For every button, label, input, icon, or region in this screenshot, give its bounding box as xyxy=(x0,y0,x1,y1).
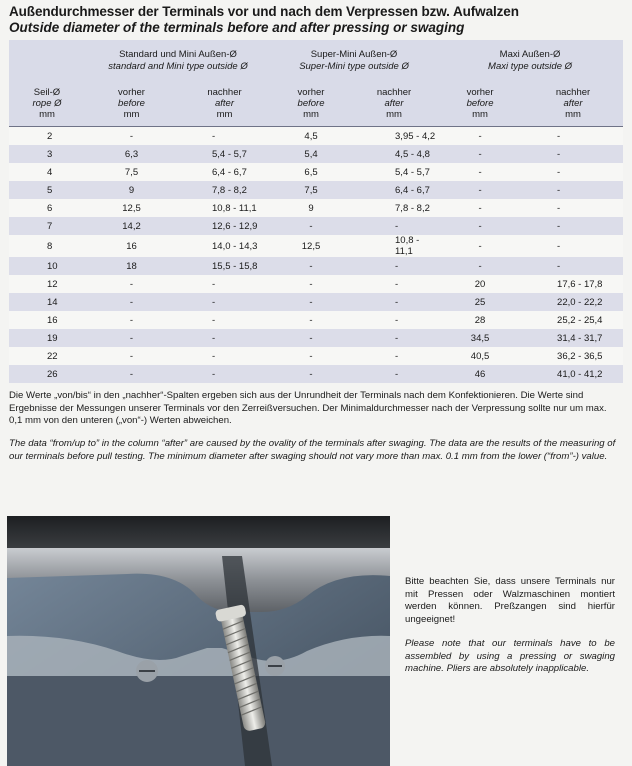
table-row xyxy=(9,235,623,257)
table-cell: - xyxy=(437,257,523,275)
table-cell: 7,8 - 8,2 xyxy=(178,181,271,199)
after-label-de: nachher xyxy=(207,86,242,98)
table-cell: 17,6 - 17,8 xyxy=(523,275,623,293)
table-cell: 16 xyxy=(9,311,85,329)
table-cell: 6,4 - 6,7 xyxy=(351,181,437,199)
table-cell: 7,5 xyxy=(271,181,351,199)
after-unit: mm xyxy=(565,108,581,120)
group-header-maxi xyxy=(437,40,623,80)
table-cell: 18 xyxy=(85,257,178,275)
table-row xyxy=(9,181,623,199)
rope-label-de: Seil-Ø xyxy=(33,86,61,98)
table-row xyxy=(9,329,623,347)
table-cell: 2 xyxy=(9,127,85,146)
side-note-english: Please note that our terminals have to be assembled by using a pressing or swaging machine. Pliers are absolutely inapplicable. xyxy=(405,638,615,674)
table-cell: 5,4 - 5,7 xyxy=(351,163,437,181)
table-cell: 9 xyxy=(85,181,178,199)
table-cell: - xyxy=(437,145,523,163)
table-cell: 36,2 - 36,5 xyxy=(523,347,623,365)
table-cell: - xyxy=(271,365,351,383)
table-cell: - xyxy=(351,217,437,235)
after-label-de: nachher xyxy=(555,86,591,98)
table-cell: 8 xyxy=(9,235,85,257)
before-label-de: vorher xyxy=(466,86,494,98)
table-cell: 40,5 xyxy=(437,347,523,365)
table-row xyxy=(9,145,623,163)
col-header-rope xyxy=(9,80,85,127)
table-cell: 10,8 - 11,1 xyxy=(351,235,437,257)
table-cell: - xyxy=(271,217,351,235)
table-cell: 7,5 xyxy=(85,163,178,181)
table-cell: 3,95 - 4,2 xyxy=(351,127,437,146)
swaging-photo xyxy=(7,516,390,766)
diameter-table-body xyxy=(9,127,623,384)
table-cell: 31,4 - 31,7 xyxy=(523,329,623,347)
table-cell: 6 xyxy=(9,199,85,217)
table-cell: 6,5 xyxy=(271,163,351,181)
table-cell: - xyxy=(351,329,437,347)
table-cell: - xyxy=(178,329,271,347)
group-header-super-mini xyxy=(271,40,437,80)
table-row xyxy=(9,347,623,365)
table-cell: - xyxy=(523,199,623,217)
before-label-en: before xyxy=(466,97,494,109)
table-cell: 14 xyxy=(9,293,85,311)
table-cell: - xyxy=(523,235,623,257)
table-cell: - xyxy=(271,329,351,347)
group-standard-de: Standard und Mini Außen-Ø xyxy=(119,49,237,60)
page-title-english: Outside diameter of the terminals before and after pressing or swaging xyxy=(9,20,465,35)
table-cell: - xyxy=(523,145,623,163)
table-cell: - xyxy=(523,127,623,146)
note-german: Die Werte „von/bis“ in den „nachher“-Spalten ergeben sich aus der Unrundheit der Terminals nach dem Konfektionieren. Die Werte sind Ergebnisse der Messungen unserer Terminals vor den Zerreißversuchen. Der Minimaldurchmesser nach der Verpressung sollte nur um max. 0,1 mm von den unteren („von“-) Werten abweichen. xyxy=(9,390,607,426)
table-row xyxy=(9,257,623,275)
swaging-machine-illustration xyxy=(7,516,390,766)
table-cell: - xyxy=(523,163,623,181)
machine-top-block xyxy=(7,516,390,548)
table-cell: 5,4 xyxy=(271,145,351,163)
table-cell: 4 xyxy=(9,163,85,181)
col-header-maxi-after xyxy=(523,80,623,127)
table-cell: - xyxy=(85,329,178,347)
table-cell: 12,6 - 12,9 xyxy=(178,217,271,235)
table-cell: 16 xyxy=(85,235,178,257)
table-cell: - xyxy=(351,293,437,311)
table-cell: - xyxy=(351,257,437,275)
group-maxi-en: Maxi type outside Ø xyxy=(488,61,573,72)
table-cell: 9 xyxy=(271,199,351,217)
table-cell: 10,8 - 11,1 xyxy=(178,199,271,217)
before-unit: mm xyxy=(472,108,488,120)
group-maxi-de: Maxi Außen-Ø xyxy=(499,49,561,60)
col-header-standard-after xyxy=(178,80,271,127)
table-cell: - xyxy=(178,127,271,146)
rope-unit: mm xyxy=(39,108,55,120)
table-row xyxy=(9,163,623,181)
table-cell: 41,0 - 41,2 xyxy=(523,365,623,383)
table-row xyxy=(9,199,623,217)
table-cell: - xyxy=(178,365,271,383)
table-cell: - xyxy=(351,365,437,383)
table-cell: 34,5 xyxy=(437,329,523,347)
table-cell: 19 xyxy=(9,329,85,347)
table-cell: 28 xyxy=(437,311,523,329)
after-label-en: after xyxy=(215,97,235,109)
group-header-standard xyxy=(85,40,271,80)
column-header-row xyxy=(9,80,623,127)
table-cell: 7,8 - 8,2 xyxy=(351,199,437,217)
diameter-table xyxy=(9,40,623,383)
table-cell: - xyxy=(351,347,437,365)
group-super-mini-en: Super-Mini type outside Ø xyxy=(299,61,409,72)
table-cell: - xyxy=(437,199,523,217)
col-header-maxi-before xyxy=(437,80,523,127)
table-cell: 6,4 - 6,7 xyxy=(178,163,271,181)
table-row xyxy=(9,311,623,329)
table-cell: - xyxy=(85,311,178,329)
table-cell: - xyxy=(178,293,271,311)
table-cell: - xyxy=(85,347,178,365)
group-standard-en: standard and Mini type outside Ø xyxy=(108,61,248,72)
after-label-de: nachher xyxy=(376,86,412,98)
table-cell: - xyxy=(85,127,178,146)
before-label-de: vorher xyxy=(118,86,145,98)
table-cell: - xyxy=(523,257,623,275)
table-cell: - xyxy=(351,275,437,293)
table-cell: - xyxy=(271,275,351,293)
page-title-german: Außendurchmesser der Terminals vor und nach dem Verpressen bzw. Aufwalzen xyxy=(9,4,519,19)
table-cell: 26 xyxy=(9,365,85,383)
after-unit: mm xyxy=(216,108,233,120)
table-cell: 15,5 - 15,8 xyxy=(178,257,271,275)
table-row xyxy=(9,293,623,311)
table-cell: 4,5 - 4,8 xyxy=(351,145,437,163)
table-row xyxy=(9,127,623,146)
table-cell: 5,4 - 5,7 xyxy=(178,145,271,163)
before-label-en: before xyxy=(297,97,325,109)
before-label-en: before xyxy=(118,97,145,109)
table-cell: 25,2 - 25,4 xyxy=(523,311,623,329)
col-header-standard-before xyxy=(85,80,178,127)
machine-base xyxy=(7,676,390,766)
table-cell: 14,2 xyxy=(85,217,178,235)
note-english: The data “from/up to” in the column “after” are caused by the ovality of the terminals after swaging. The data are the results of the measuring of our terminals before pull testing. The minimum diameter after swaging should not vary more than max. 0.1 mm from the lower (“from”-) value. xyxy=(9,438,616,462)
table-cell: 7 xyxy=(9,217,85,235)
table-cell: - xyxy=(178,311,271,329)
rope-group-spacer xyxy=(9,40,85,80)
table-cell: - xyxy=(437,235,523,257)
after-label-en: after xyxy=(563,97,583,109)
table-cell: 5 xyxy=(9,181,85,199)
table-cell: - xyxy=(351,311,437,329)
col-header-super-mini-after xyxy=(351,80,437,127)
diameter-table-container xyxy=(9,40,623,383)
col-header-super-mini-before xyxy=(271,80,351,127)
table-cell: - xyxy=(271,347,351,365)
table-cell: 14,0 - 14,3 xyxy=(178,235,271,257)
group-header-row xyxy=(9,40,623,80)
table-cell: - xyxy=(271,311,351,329)
table-cell: - xyxy=(523,181,623,199)
table-row xyxy=(9,217,623,235)
table-cell: 12 xyxy=(9,275,85,293)
table-row xyxy=(9,275,623,293)
table-cell: - xyxy=(178,347,271,365)
table-row xyxy=(9,365,623,383)
table-cell: - xyxy=(271,293,351,311)
table-cell: 4,5 xyxy=(271,127,351,146)
table-cell: 46 xyxy=(437,365,523,383)
table-cell: - xyxy=(178,275,271,293)
table-cell: - xyxy=(271,257,351,275)
table-cell: - xyxy=(437,217,523,235)
table-cell: - xyxy=(437,181,523,199)
table-cell: - xyxy=(85,293,178,311)
table-cell: - xyxy=(85,275,178,293)
table-cell: - xyxy=(523,217,623,235)
table-cell: 10 xyxy=(9,257,85,275)
table-cell: 25 xyxy=(437,293,523,311)
table-cell: 6,3 xyxy=(85,145,178,163)
before-unit: mm xyxy=(303,108,319,120)
table-cell: 22 xyxy=(9,347,85,365)
table-cell: 12,5 xyxy=(271,235,351,257)
before-unit: mm xyxy=(123,108,140,120)
after-label-en: after xyxy=(384,97,404,109)
table-cell: - xyxy=(437,127,523,146)
table-cell: 20 xyxy=(437,275,523,293)
table-cell: 12,5 xyxy=(85,199,178,217)
group-super-mini-de: Super-Mini Außen-Ø xyxy=(310,49,398,60)
before-label-de: vorher xyxy=(297,86,325,98)
table-cell: - xyxy=(437,163,523,181)
rope-label-en: rope Ø xyxy=(32,97,62,109)
table-cell: 22,0 - 22,2 xyxy=(523,293,623,311)
table-cell: - xyxy=(85,365,178,383)
side-note-german: Bitte beachten Sie, dass unsere Terminals nur mit Pressen oder Walzmaschinen montiert werden können. Preßzangen sind hierfür ungeeignet! xyxy=(405,576,615,625)
after-unit: mm xyxy=(386,108,402,120)
table-cell: 3 xyxy=(9,145,85,163)
